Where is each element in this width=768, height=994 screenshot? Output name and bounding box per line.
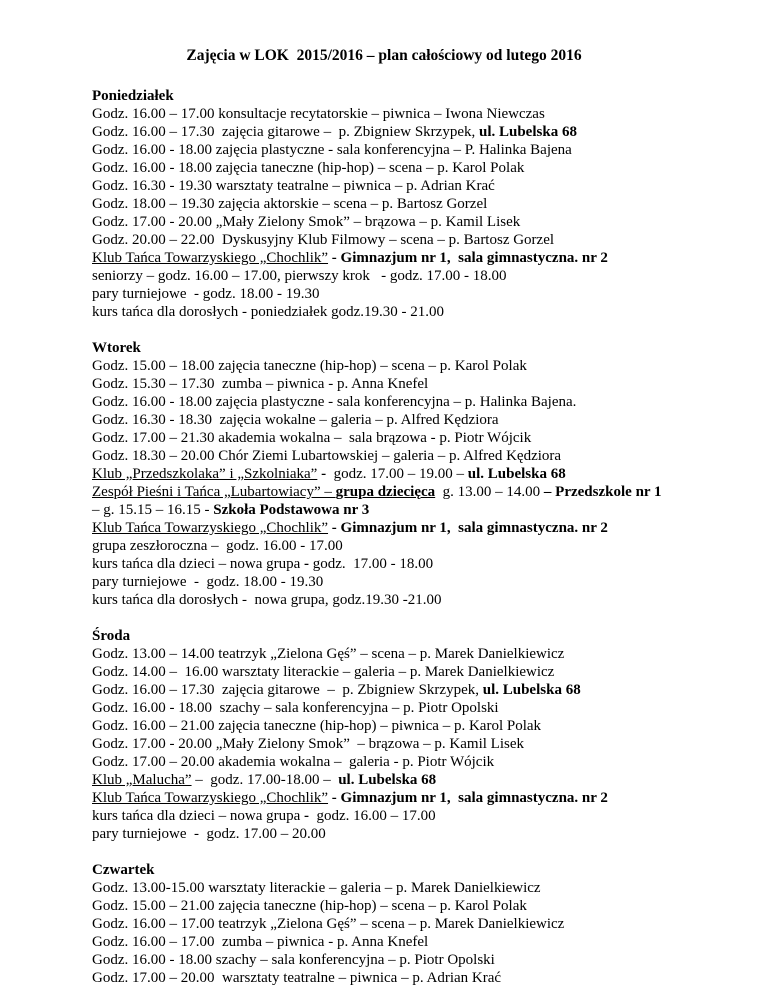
- schedule-line: [92, 105, 728, 123]
- text-segment: Godz. 18.00 – 19.30 zajęcia aktorskie – scena – p. Bartosz Gorzel: [92, 196, 488, 212]
- text-segment: Klub „Malucha”: [92, 772, 192, 788]
- text-segment: Godz. 15.30 – 17.30 zumba – piwnica - p. Anna Knefel: [92, 376, 429, 392]
- day-section: [92, 627, 728, 843]
- schedule-line: [92, 537, 728, 555]
- schedule-line: [92, 717, 728, 735]
- text-segment: Godz. 16.00 – 21.00 zajęcia taneczne (hip-hop) – piwnica – p. Karol Polak: [92, 718, 542, 734]
- text-segment: – g. 15.15 – 16.15 -: [92, 502, 214, 518]
- schedule-line: [92, 285, 728, 303]
- text-segment: Zespół Pieśni i Tańca „Lubartowiacy” –: [92, 484, 336, 500]
- schedule-line: [92, 915, 728, 933]
- schedule-line: [92, 951, 728, 969]
- text-segment: – godz. 17.00-18.00 –: [191, 772, 339, 788]
- schedule-line: [92, 771, 728, 789]
- page-title: Zajęcia w LOK 2015/2016 – plan całościowy od lutego 2016: [186, 47, 582, 64]
- text-segment: Godz. 17.00 - 20.00 „Mały Zielony Smok” – brązowa – p. Kamil Lisek: [92, 736, 524, 752]
- text-segment: g. 13.00 – 14.00: [435, 484, 544, 500]
- schedule-line: [92, 465, 728, 483]
- schedule-line: [92, 555, 728, 573]
- text-segment: pary turniejowe - godz. 18.00 - 19.30: [92, 574, 324, 590]
- schedule-line: [92, 213, 728, 231]
- day-heading: Środa: [92, 628, 131, 644]
- text-segment: Godz. 20.00 – 22.00 Dyskusyjny Klub Filmowy – scena – p. Bartosz Gorzel: [92, 232, 555, 248]
- schedule-line: [92, 303, 728, 321]
- schedule-line: [92, 681, 728, 699]
- text-segment: Godz. 16.30 - 18.30 zajęcia wokalne – galeria – p. Alfred Kędziora: [92, 412, 499, 428]
- text-segment: Godz. 17.00 – 20.00 akademia wokalna – galeria - p. Piotr Wójcik: [92, 754, 495, 770]
- schedule-line: [92, 807, 728, 825]
- text-segment: pary turniejowe - godz. 17.00 – 20.00: [92, 826, 326, 842]
- text-segment: -: [304, 808, 309, 824]
- text-segment: ul. Lubelska 68: [467, 466, 566, 482]
- schedule-line: [92, 429, 728, 447]
- schedule-line: [92, 699, 728, 717]
- text-segment: godz. 17.00 - 18.00: [309, 556, 434, 572]
- schedule-line: [92, 753, 728, 771]
- schedule-line: [92, 735, 728, 753]
- schedule-line: [92, 933, 728, 951]
- text-segment: Godz. 17.00 – 20.00 warsztaty teatralne – piwnica – p. Adrian Krać: [92, 970, 502, 986]
- text-segment: Godz. 16.00 – 17.00 konsultacje recytatorskie – piwnica – Iwona Niewczas: [92, 106, 545, 122]
- text-segment: - Gimnazjum nr 1, sala gimnastyczna. nr 2: [328, 250, 608, 266]
- text-segment: kurs tańca dla dorosłych - poniedziałek godz.19.30 - 21.00: [92, 304, 444, 320]
- text-segment: Klub Tańca Towarzyskiego „Chochlik”: [92, 790, 329, 806]
- text-segment: Klub „Przedszkolaka” i „Szkolniaka”: [92, 466, 318, 482]
- schedule-line: [92, 249, 728, 267]
- text-segment: ul. Lubelska 68: [338, 772, 437, 788]
- text-segment: Godz. 16.00 – 17.30 zajęcia gitarowe – p. Zbigniew Skrzypek,: [92, 682, 483, 698]
- schedule-line: [92, 897, 728, 915]
- schedule-line: [92, 123, 728, 141]
- schedule-line: [92, 447, 728, 465]
- schedule-line: [92, 267, 728, 285]
- schedule-line: [92, 177, 728, 195]
- text-segment: Godz. 17.00 – 21.30 akademia wokalna – sala brązowa - p. Piotr Wójcik: [92, 430, 532, 446]
- text-segment: godz. 17.00 – 19.00 –: [326, 466, 468, 482]
- text-segment: -: [304, 556, 309, 572]
- text-segment: Godz. 15.00 – 21.00 zajęcia taneczne (hip-hop) – scena – p. Karol Polak: [92, 898, 527, 914]
- schedule-line: [92, 501, 728, 519]
- text-segment: Godz. 14.00 – 16.00 warsztaty literackie – galeria – p. Marek Danielkiewicz: [92, 664, 555, 680]
- day-section: [92, 87, 728, 321]
- text-segment: Godz. 16.00 - 18.00 zajęcia plastyczne - sala konferencyjna – p. Halinka Bajena.: [92, 394, 577, 410]
- text-segment: -: [317, 466, 327, 482]
- schedule-line: [92, 591, 728, 609]
- text-segment: Godz. 16.30 - 19.30 warsztaty teatralne – piwnica – p. Adrian Krać: [92, 178, 495, 194]
- schedule-line: [92, 195, 728, 213]
- text-segment: Klub Tańca Towarzyskiego „Chochlik”: [92, 250, 329, 266]
- text-segment: Godz. 18.30 – 20.00 Chór Ziemi Lubartowskiej – galeria – p. Alfred Kędziora: [92, 448, 562, 464]
- schedule-line: [92, 663, 728, 681]
- schedule-line: [92, 825, 728, 843]
- text-segment: kurs tańca dla dorosłych - nowa grupa, godz.19.30 -21.00: [92, 592, 442, 608]
- text-segment: ul. Lubelska 68: [478, 124, 577, 140]
- text-segment: grupa zeszłoroczna – godz. 16.00 - 17.00: [92, 538, 343, 554]
- schedule-line: [92, 519, 728, 537]
- schedule-line: [92, 483, 728, 501]
- text-segment: ul. Lubelska 68: [482, 682, 581, 698]
- schedule-line: [92, 573, 728, 591]
- schedule-sections: [92, 87, 728, 987]
- schedule-line: [92, 411, 728, 429]
- text-segment: Godz. 13.00-15.00 warsztaty literackie – galeria – p. Marek Danielkiewicz: [92, 880, 541, 896]
- schedule-line: [92, 393, 728, 411]
- day-heading: Czwartek: [92, 862, 155, 878]
- text-segment: grupa dziecięca: [335, 484, 436, 500]
- text-segment: – Przedszkole nr 1: [543, 484, 662, 500]
- schedule-line: [92, 969, 728, 987]
- schedule-line: [92, 159, 728, 177]
- day-heading: Wtorek: [92, 340, 141, 356]
- day-section: [92, 339, 728, 609]
- text-segment: kurs tańca dla dzieci – nowa grupa: [92, 808, 304, 824]
- text-segment: seniorzy – godz. 16.00 – 17.00, pierwszy krok - godz. 17.00 - 18.00: [92, 268, 507, 284]
- text-segment: - Gimnazjum nr 1, sala gimnastyczna. nr 2: [328, 790, 608, 806]
- text-segment: godz. 16.00 – 17.00: [309, 808, 436, 824]
- text-segment: Godz. 16.00 – 17.00 zumba – piwnica - p. Anna Knefel: [92, 934, 429, 950]
- schedule-line: [92, 789, 728, 807]
- schedule-line: [92, 231, 728, 249]
- text-segment: Szkoła Podstawowa nr 3: [213, 502, 370, 518]
- text-segment: - Gimnazjum nr 1, sala gimnastyczna. nr 2: [328, 520, 608, 536]
- text-segment: kurs tańca dla dzieci – nowa grupa: [92, 556, 304, 572]
- text-segment: Godz. 13.00 – 14.00 teatrzyk „Zielona Gęś” – scena – p. Marek Danielkiewicz: [92, 646, 565, 662]
- text-segment: Godz. 16.00 - 18.00 szachy – sala konferencyjna – p. Piotr Opolski: [92, 700, 499, 716]
- text-segment: Godz. 16.00 - 18.00 zajęcia plastyczne - sala konferencyjna – P. Halinka Bajena: [92, 142, 572, 158]
- text-segment: Godz. 17.00 - 20.00 „Mały Zielony Smok” – brązowa – p. Kamil Lisek: [92, 214, 521, 230]
- text-segment: Godz. 16.00 – 17.30 zajęcia gitarowe – p. Zbigniew Skrzypek,: [92, 124, 479, 140]
- text-segment: Godz. 16.00 – 17.00 teatrzyk „Zielona Gęś” – scena – p. Marek Danielkiewicz: [92, 916, 565, 932]
- text-segment: Godz. 16.00 - 18.00 szachy – sala konferencyjna – p. Piotr Opolski: [92, 952, 495, 968]
- text-segment: Klub Tańca Towarzyskiego „Chochlik”: [92, 520, 329, 536]
- schedule-line: [92, 141, 728, 159]
- schedule-line: [92, 645, 728, 663]
- day-section: [92, 861, 728, 987]
- text-segment: pary turniejowe - godz. 18.00 - 19.30: [92, 286, 320, 302]
- text-segment: Godz. 16.00 - 18.00 zajęcia taneczne (hip-hop) – scena – p. Karol Polak: [92, 160, 525, 176]
- schedule-line: [92, 357, 728, 375]
- schedule-line: [92, 375, 728, 393]
- schedule-line: [92, 879, 728, 897]
- day-heading: Poniedziałek: [92, 88, 174, 104]
- text-segment: Godz. 15.00 – 18.00 zajęcia taneczne (hip-hop) – scena – p. Karol Polak: [92, 358, 527, 374]
